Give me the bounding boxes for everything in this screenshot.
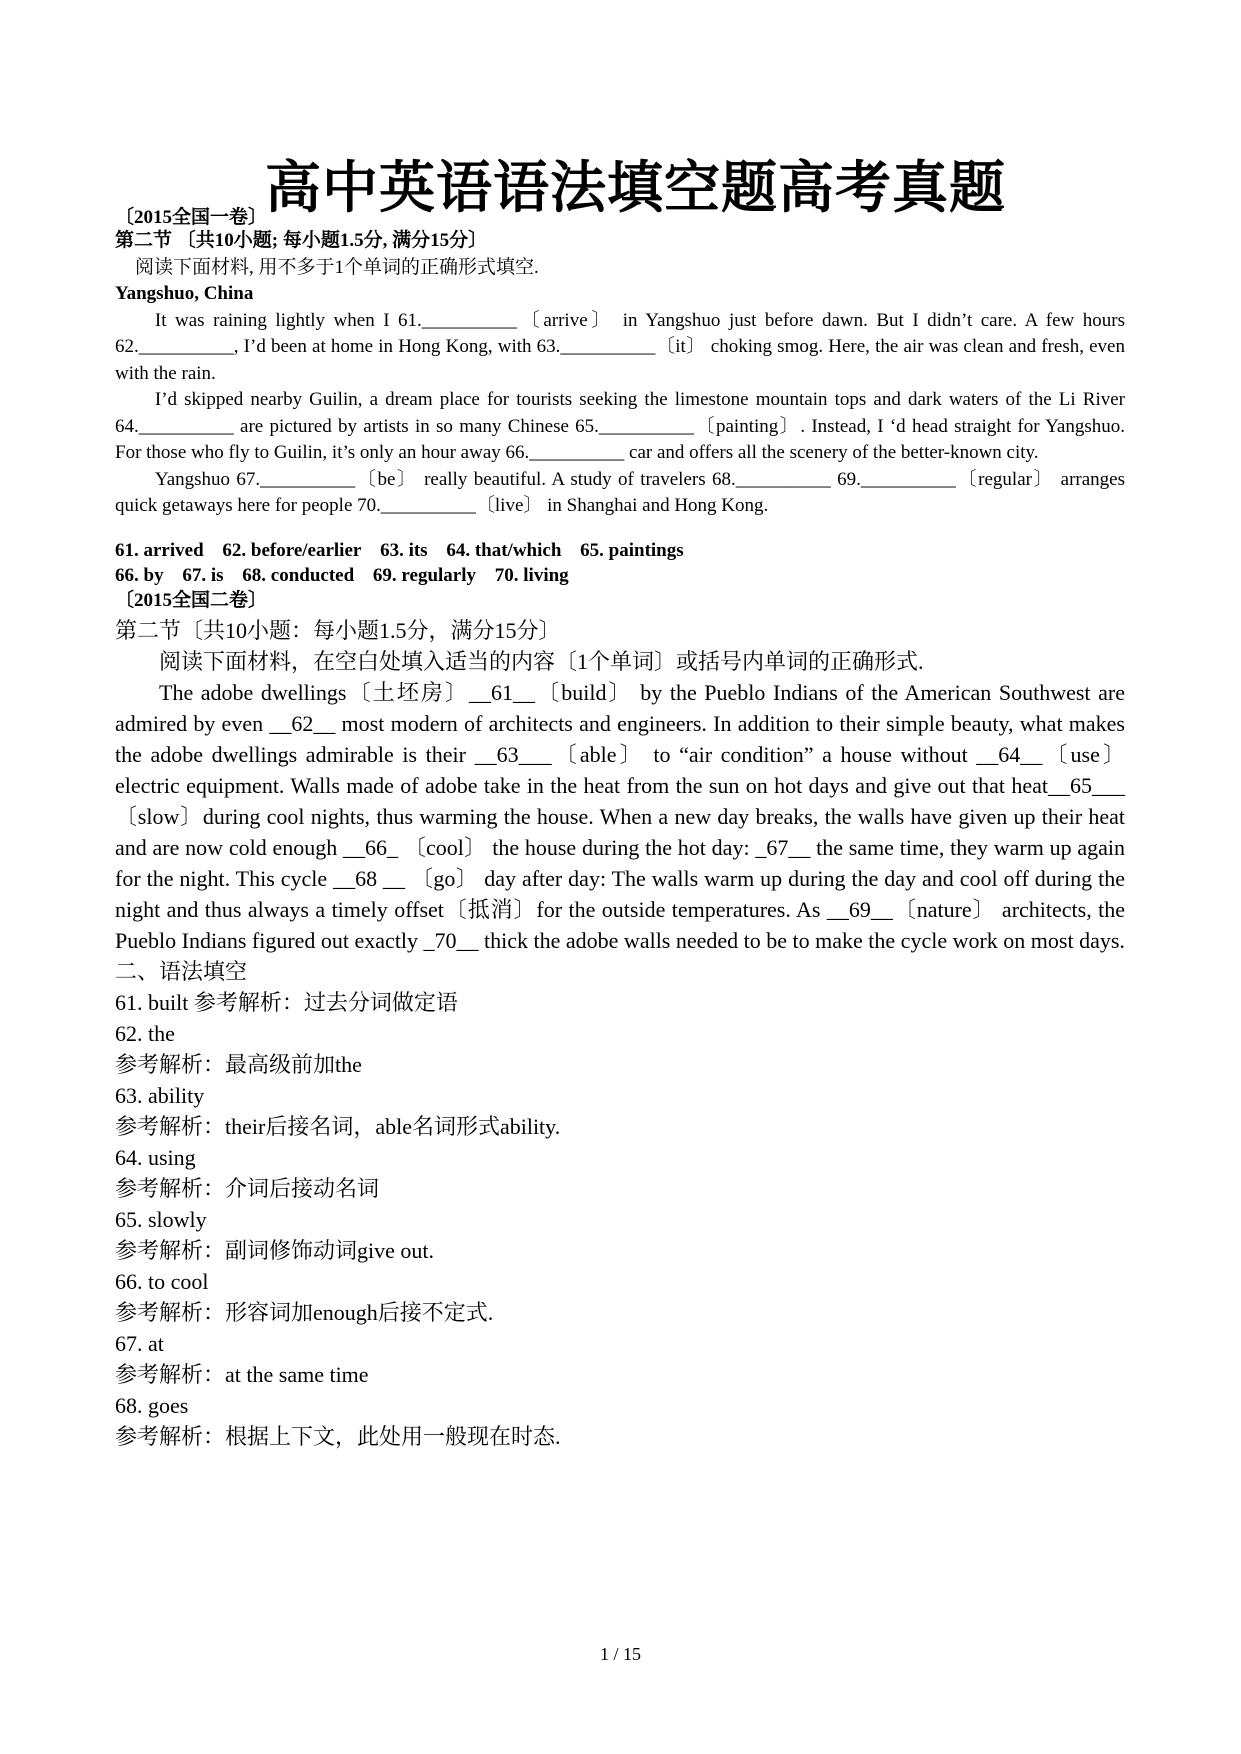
exam-tag-2015-national-2: 〔2015全国二卷〕: [115, 589, 268, 611]
answer-68: 68. conducted: [242, 564, 355, 586]
page-number: 1 / 15: [599, 1644, 641, 1664]
answer-line: 参考解析：at the same time: [115, 1361, 369, 1387]
document-page: [115, 150, 1125, 1452]
passage-paragraph-1: It was raining lightly when I 61.__________〔arrive〕 in Yangshuo just before dawn. But I didn’t care. A few hours 62.__________, I’d been at home in Hong Kong, with 63.__________〔it〕 choking smog. Here, the air was clean and fresh, even with the rain.: [115, 309, 1125, 384]
answer-line: 参考解析：副词修饰动词give out.: [115, 1237, 434, 1263]
answer-line: 62. the: [115, 1020, 175, 1046]
answer-69: 69. regularly: [372, 564, 477, 586]
section-1-instruction: 阅读下面材料, 用不多于1个单词的正确形式填空.: [135, 256, 539, 278]
section-2: [115, 615, 1125, 1452]
answers-line-1: [115, 538, 1125, 563]
title-row: [115, 150, 1125, 228]
answer-62: 62. before/earlier: [222, 539, 362, 561]
answer-line: 参考解析：最高级前加the: [115, 1051, 362, 1077]
answer-66: 66. by: [115, 564, 164, 586]
answer-line: 61. built 参考解析：过去分词做定语: [115, 989, 458, 1015]
answer-65: 65. paintings: [580, 539, 684, 561]
section-2-header: 第二节〔共10小题：每小题1.5分，满分15分〕: [115, 617, 561, 643]
answer-line: 参考解析：根据上下文，此处用一般现在时态.: [115, 1423, 561, 1449]
section-1-header: 第二节 〔共10小题; 每小题1.5分, 满分15分〕: [115, 230, 488, 251]
answer-61: 61. arrived: [115, 539, 204, 561]
answer-line: 65. slowly: [115, 1206, 207, 1232]
section-1-answers: [115, 538, 1125, 588]
section-1: [115, 228, 1125, 520]
answer-line: 67. at: [115, 1330, 164, 1356]
answer-heading: 二、语法填空: [115, 958, 248, 984]
answer-line: 参考解析：形容词加enough后接不定式.: [115, 1299, 494, 1325]
answer-line: 63. ability: [115, 1082, 205, 1108]
section-2-instruction: 阅读下面材料，在空白处填入适当的内容〔1个单词〕或括号内单词的正确形式.: [159, 648, 924, 674]
answer-64: 64. that/which: [446, 539, 562, 561]
answer-67: 67. is: [182, 564, 224, 586]
answer-line: 参考解析：their后接名词，able名词形式ability.: [115, 1113, 561, 1139]
adobe-passage: The adobe dwellings〔土坯房〕__61__〔build〕 by the Pueblo Indians of the American Southwest are admired by even __62__ most modern of architects and engineers. In addition to their simple beauty, what makes the adobe dwellings admirable is their __63___〔able〕 to “air condition” a house without __64__〔use〕electric equipment. Walls made of adobe take in the heat from the sun on hot days and give out that heat__65___〔slow〕during cool nights, thus warming the house. When a new day breaks, the walls have given up their heat and are now cold enough __66_ 〔cool〕 the house during the hot day: _67__ the same time, they warm up again for the night. This cycle __68 __ 〔go〕 day after day: The walls warm up during the day and cool off during the night and thus always a timely offset〔抵消〕for the outside temperatures. As __69__〔nature〕 architects, the Pueblo Indians figured out exactly _70__ thick the adobe walls needed to be to make the cycle work on most days.: [115, 679, 1125, 953]
answer-line: 66. to cool: [115, 1268, 209, 1294]
answers-line-2: [115, 563, 1125, 588]
answer-63: 63. its: [380, 539, 428, 561]
page-title: 高中英语语法填空题高考真题: [265, 158, 1006, 220]
answer-line: 68. goes: [115, 1392, 189, 1418]
answer-line: 参考解析：介词后接动名词: [115, 1175, 380, 1201]
passage-paragraph-3: Yangshuo 67.__________〔be〕 really beautiful. A study of travelers 68.__________ 69.__________〔regular〕 arranges quick getaways here for people 70.__________〔live〕 in Shanghai and Hong Kong.: [115, 468, 1125, 516]
passage-paragraph-2: I’d skipped nearby Guilin, a dream place for tourists seeking the limestone mountain tops and dark waters of the Li River 64.__________ are pictured by artists in so many Chinese 65.__________〔painting〕. Instead, I ‘d head straight for Yangshuo. For those who fly to Guilin, it’s only an hour away 66.__________ car and offers all the scenery of the better-known city.: [115, 389, 1125, 463]
answer-line: 64. using: [115, 1144, 196, 1170]
answer-70: 70. living: [494, 564, 569, 586]
passage-title: Yangshuo, China: [115, 283, 254, 304]
exam-tag-2015-national-1: 〔2015全国一卷〕: [115, 207, 268, 228]
